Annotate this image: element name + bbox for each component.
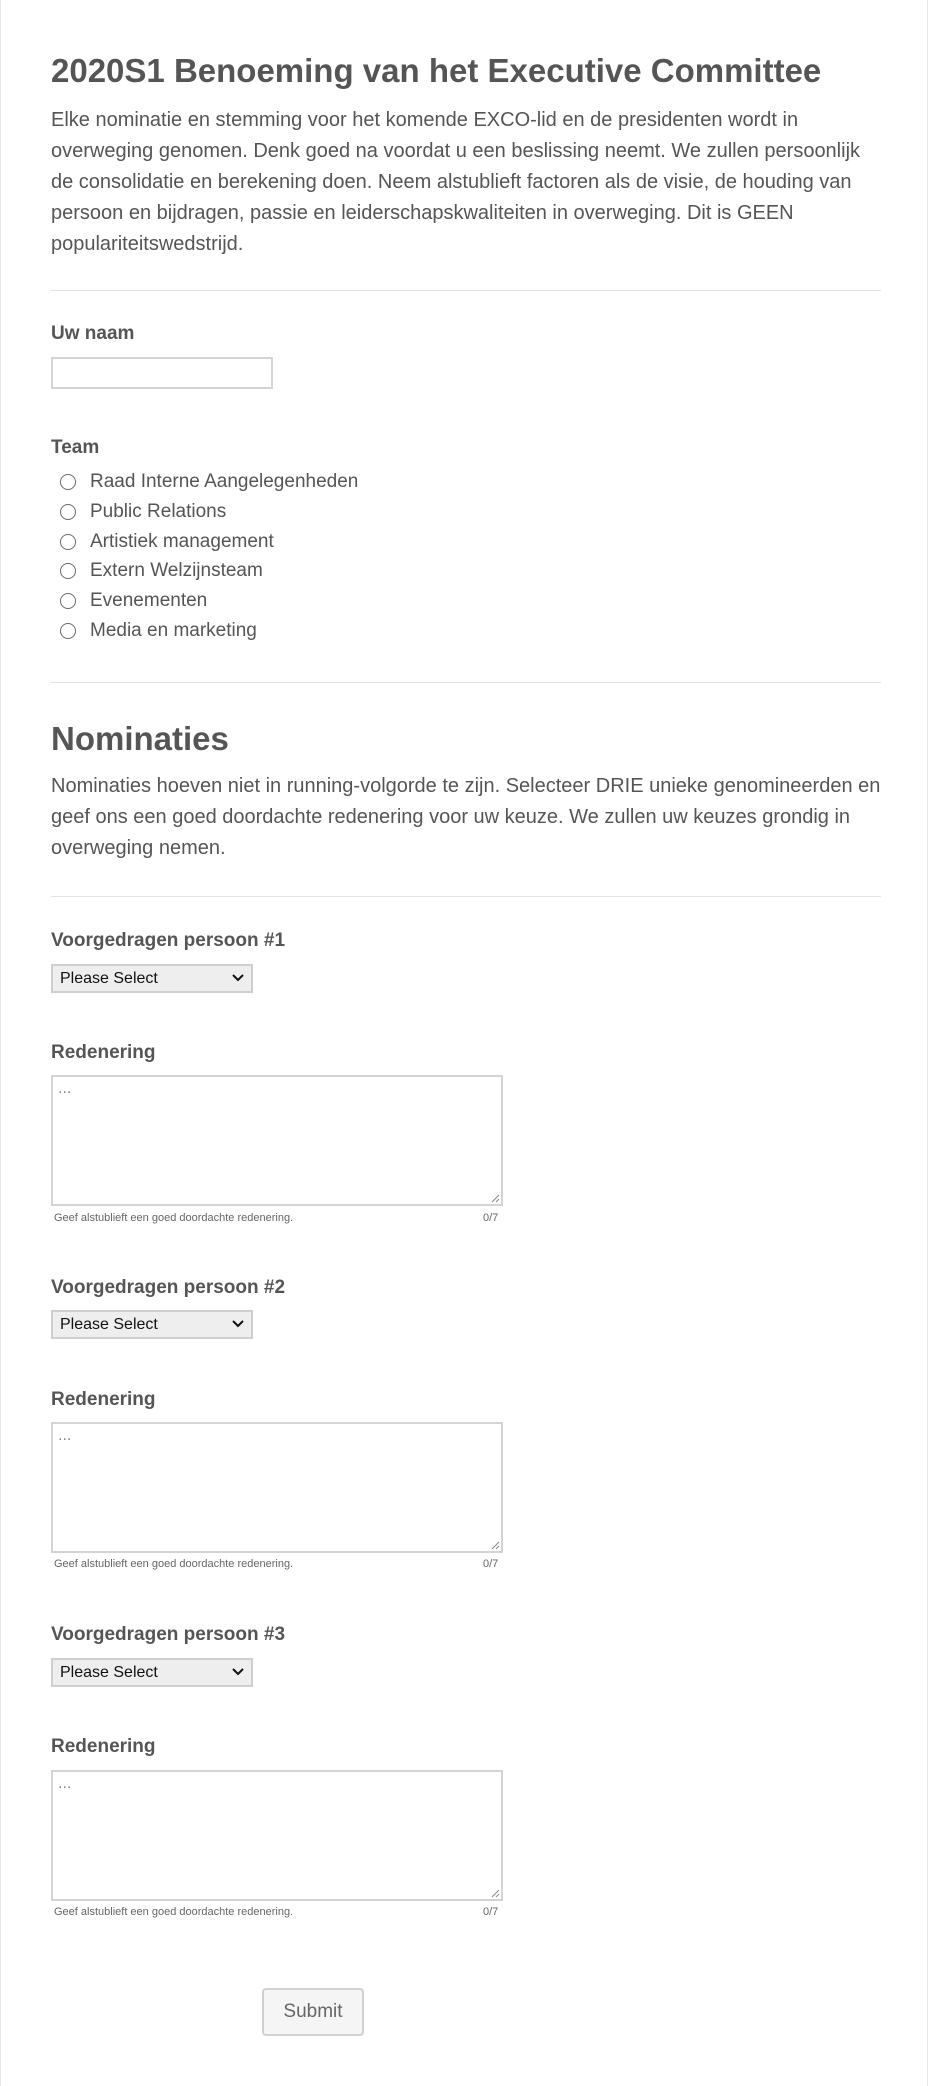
team-option-label: Raad Interne Aangelegenheden — [90, 471, 359, 492]
nominations-intro: Nominaties hoeven niet in running-volgorde te zijn. Selecteer DRIE unieke genomineerden en geef ons een goed doordachte redenering voor uw keuze. We zullen uw keuzes grondig in overweging nemen. — [51, 775, 881, 859]
reason-1-label: Redenering — [51, 1042, 156, 1063]
nominee-1-select[interactable] — [51, 964, 253, 993]
resize-handle-icon[interactable] — [489, 1887, 500, 1898]
team-label: Team — [51, 437, 100, 458]
textarea-placeholder: ... — [58, 1427, 72, 1444]
reason-2-help: Geef alstublieft een goed doordachte redenering. — [54, 1558, 294, 1570]
radio-button[interactable] — [60, 563, 76, 579]
nominee-2-label: Voorgedragen persoon #2 — [51, 1277, 286, 1298]
chevron-down-icon — [231, 1665, 245, 1679]
resize-handle-icon[interactable] — [489, 1192, 500, 1203]
nominee-1-label: Voorgedragen persoon #1 — [51, 930, 286, 951]
reason-2-textarea[interactable] — [51, 1422, 503, 1553]
reason-3-help: Geef alstublieft een goed doordachte redenering. — [54, 1906, 294, 1918]
select-value: Please Select — [60, 1663, 158, 1681]
name-label: Uw naam — [51, 323, 135, 344]
section-divider — [51, 682, 881, 683]
team-option[interactable] — [60, 530, 274, 554]
team-option-label: Media en marketing — [90, 620, 257, 641]
reason-1-textarea[interactable] — [51, 1075, 503, 1206]
radio-button[interactable] — [60, 593, 76, 609]
nominee-3-select[interactable] — [51, 1658, 253, 1687]
nominee-3-label: Voorgedragen persoon #3 — [51, 1624, 286, 1645]
form-intro: Elke nominatie en stemming voor het komende EXCO-lid en de presidenten wordt in overweging genomen. Denk goed na voordat u een beslissing neemt. We zullen persoonlijk de consolidatie en berekening doen. Neem alstublieft factoren als de visie, de houding van persoon en bijdragen, passie en leiderschapskwaliteiten in overweging. Dit is GEEN populariteitswedstrijd. — [51, 109, 861, 255]
nominations-title: Nominaties — [51, 720, 229, 757]
team-option[interactable] — [60, 470, 358, 494]
reason-1-help: Geef alstublieft een goed doordachte redenering. — [54, 1212, 294, 1224]
chevron-down-icon — [231, 1317, 245, 1331]
radio-button[interactable] — [60, 474, 76, 490]
reason-3-count: 0/7 — [483, 1906, 499, 1918]
radio-button[interactable] — [60, 534, 76, 550]
form-title: 2020S1 Benoeming van het Executive Committee — [51, 52, 822, 89]
team-option[interactable] — [60, 500, 226, 524]
team-option-label: Public Relations — [90, 501, 227, 522]
team-option-label: Evenementen — [90, 590, 208, 611]
team-option[interactable] — [60, 559, 263, 583]
radio-button[interactable] — [60, 623, 76, 639]
select-value: Please Select — [60, 1315, 158, 1333]
team-option[interactable] — [60, 619, 257, 643]
submit-button[interactable]: Submit — [262, 1988, 364, 2036]
radio-button[interactable] — [60, 504, 76, 520]
reason-2-label: Redenering — [51, 1389, 156, 1410]
chevron-down-icon — [231, 971, 245, 985]
section-divider — [51, 896, 881, 897]
textarea-placeholder: ... — [58, 1775, 72, 1792]
section-divider — [51, 290, 881, 291]
name-input[interactable] — [51, 357, 273, 389]
select-value: Please Select — [60, 969, 158, 987]
resize-handle-icon[interactable] — [489, 1539, 500, 1550]
team-option-label: Artistiek management — [90, 531, 274, 552]
reason-2-count: 0/7 — [483, 1558, 499, 1570]
reason-3-label: Redenering — [51, 1736, 156, 1757]
textarea-placeholder: ... — [58, 1080, 72, 1097]
nominee-2-select[interactable] — [51, 1310, 253, 1339]
team-option-label: Extern Welzijnsteam — [90, 560, 263, 581]
reason-3-textarea[interactable] — [51, 1770, 503, 1901]
reason-1-count: 0/7 — [483, 1212, 499, 1224]
team-option[interactable] — [60, 589, 207, 613]
